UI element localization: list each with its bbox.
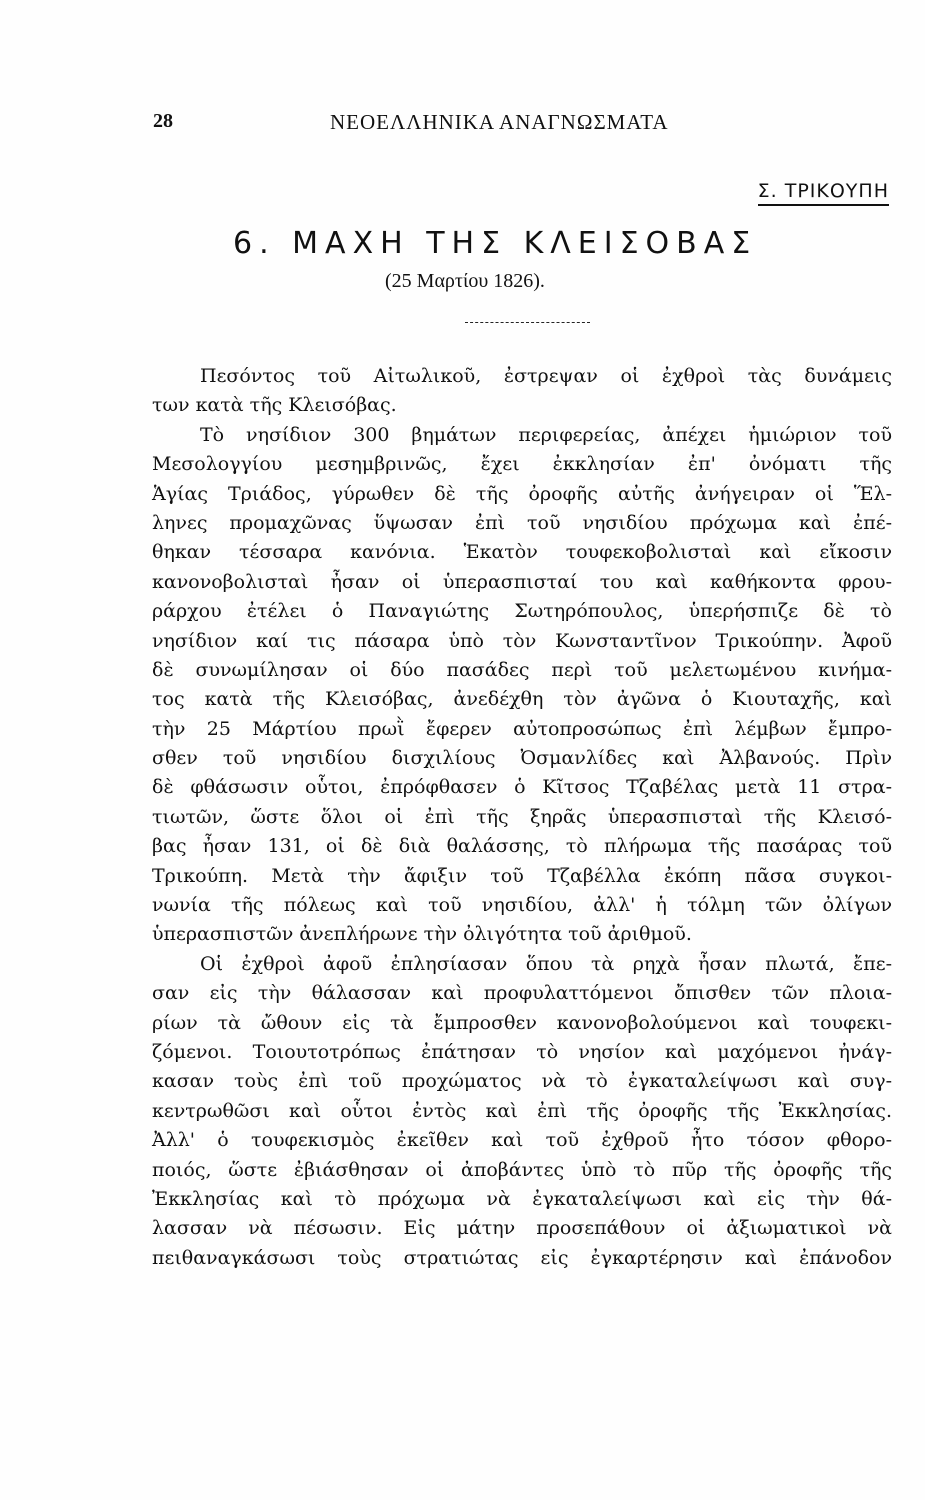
text-line: Τὸ νησίδιον 300 βημάτων περιφερείας, ἀπέχει ἡμιώριον τοῦ xyxy=(200,423,892,446)
text-line: Τρικούπη. Μετὰ τὴν ἄφιξιν τοῦ Τζαβέλλα ἐκόπη πᾶσα συγκοι- xyxy=(152,864,892,887)
text-line: δὲ φθάσωσιν οὗτοι, ἐπρόφθασεν ὁ Κῖτσος Τζαβέλας μετὰ 11 στρα- xyxy=(152,776,892,799)
running-head: ΝΕΟΕΛΛΗΝΙΚΑ ΑΝΑΓΝΩΣΜΑΤΑ xyxy=(330,110,669,134)
text-line: σαν εἰς τὴν θάλασσαν καὶ προφυλαττόμενοι ὄπισθεν τῶν πλοια- xyxy=(152,982,892,1005)
chapter-date: (25 Μαρτίου 1826). xyxy=(385,270,545,292)
text-line: Πεσόντος τοῦ Αἰτωλικοῦ, ἐστρεψαν οἱ ἐχθροὶ τὰς δυνάμεις xyxy=(200,365,892,387)
author-name: Σ. ΤΡΙΚΟΥΠΗ xyxy=(758,180,889,206)
text-line: Μεσολογγίου μεσημβρινῶς, ἔχει ἐκκλησίαν ἐπ' ὀνόματι τῆς xyxy=(152,453,892,476)
page-number: 28 xyxy=(153,110,173,132)
text-line: Ἁγίας Τριάδος, γύρωθεν δὲ τῆς ὀροφῆς αὐτῆς ἀνήγειραν οἱ Ἕλ- xyxy=(152,482,892,505)
text-line: ζόμενοι. Τοιουτοτρόπως ἐπάτησαν τὸ νησίον καὶ μαχόμενοι ἠνάγ- xyxy=(152,1040,892,1063)
text-line: Ἐκκλησίας καὶ τὸ πρόχωμα νὰ ἐγκαταλείψωσι καὶ εἰς τὴν θά- xyxy=(152,1187,892,1210)
text-line: των κατὰ τῆς Κλεισόβας. xyxy=(152,394,397,417)
text-line: Οἱ ἐχθροὶ ἀφοῦ ἐπλησίασαν ὅπου τὰ ρηχὰ ἦσαν πλωτά, ἔπε- xyxy=(200,952,892,975)
text-line: Ἀλλ' ὁ τουφεκισμὸς ἐκεῖθεν καὶ τοῦ ἐχθροῦ ἦτο τόσον φθορο- xyxy=(152,1129,892,1152)
text-line: κασαν τοὺς ἐπὶ τοῦ προχώματος νὰ τὸ ἐγκαταλείψωσι καὶ συγ- xyxy=(152,1070,892,1093)
text-line: τιωτῶν, ὥστε ὅλοι οἱ ἐπὶ τῆς ξηρᾶς ὑπερασπισταὶ τῆς Κλεισό- xyxy=(152,805,892,828)
text-line: ὑπερασπιστῶν ἀνεπλήρωνε τὴν ὀλιγότητα τοῦ ἀριθμοῦ. xyxy=(152,923,692,946)
text-line: νωνία τῆς πόλεως καὶ τοῦ νησιδίου, ἀλλ' ἡ τόλμη τῶν ὀλίγων xyxy=(152,894,892,917)
text-line: ρίων τὰ ὤθουν εἰς τὰ ἔμπροσθεν κανονοβολούμενοι καὶ τουφεκι- xyxy=(152,1011,892,1034)
text-line: κανονοβολισταὶ ἦσαν οἱ ὑπερασπισταί του καὶ καθήκοντα φρου- xyxy=(152,570,892,593)
text-line: τὴν 25 Μάρτίου πρωῒ ἔφερεν αὐτοπροσώπως ἐπὶ λέμβων ἔμπρο- xyxy=(152,717,892,740)
text-line: κεντρωθῶσι καὶ οὗτοι ἐντὸς καὶ ἐπὶ τῆς ὀροφῆς τῆς Ἐκκλησίας. xyxy=(152,1099,892,1122)
text-line: θηκαν τέσσαρα κανόνια. Ἑκατὸν τουφεκοβολισταὶ καὶ εἴκοσιν xyxy=(152,541,892,564)
body-text xyxy=(152,362,892,1273)
text-line: νησίδιον καί τις πάσαρα ὑπὸ τὸν Κωνσταντῖνον Τρικούπην. Ἀφοῦ xyxy=(152,629,892,652)
section-divider xyxy=(465,322,590,323)
chapter-title: 6. ΜΑΧΗ ΤΗΣ ΚΛΕΙΣΟΒΑΣ xyxy=(233,226,758,261)
text-line: τος κατὰ τῆς Κλεισόβας, ἀνεδέχθη τὸν ἀγῶνα ὁ Κιουταχῆς, καὶ xyxy=(152,688,892,711)
text-line: σθεν τοῦ νησιδίου δισχιλίους Ὀσμανλίδες καὶ Ἀλβανούς. Πρὶν xyxy=(152,747,892,770)
text-line: ράρχου ἐτέλει ὁ Παναγιώτης Σωτηρόπουλος, ὑπερήσπιζε δὲ τὸ xyxy=(152,600,892,623)
text-line: δὲ συνωμίλησαν οἱ δύο πασάδες περὶ τοῦ μελετωμένου κινήμα- xyxy=(152,658,892,681)
text-line: βας ἦσαν 131, οἱ δὲ διὰ θαλάσσης, τὸ πλήρωμα τῆς πασάρας τοῦ xyxy=(152,835,892,858)
text-line: ληνες προμαχῶνας ὕψωσαν ἐπὶ τοῦ νησιδίου πρόχωμα καὶ ἐπέ- xyxy=(152,511,892,534)
text-line: πειθαναγκάσωσι τοὺς στρατιώτας εἰς ἐγκαρτέρησιν καὶ ἐπάνοδον xyxy=(152,1246,892,1269)
text-line: ποιός, ὥστε ἐβιάσθησαν οἱ ἀποβάντες ὑπὸ τὸ πῦρ τῆς ὀροφῆς τῆς xyxy=(152,1158,892,1181)
text-line: λασσαν νὰ πέσωσιν. Εἰς μάτην προσεπάθουν οἱ ἀξιωματικοὶ νὰ xyxy=(152,1217,892,1240)
